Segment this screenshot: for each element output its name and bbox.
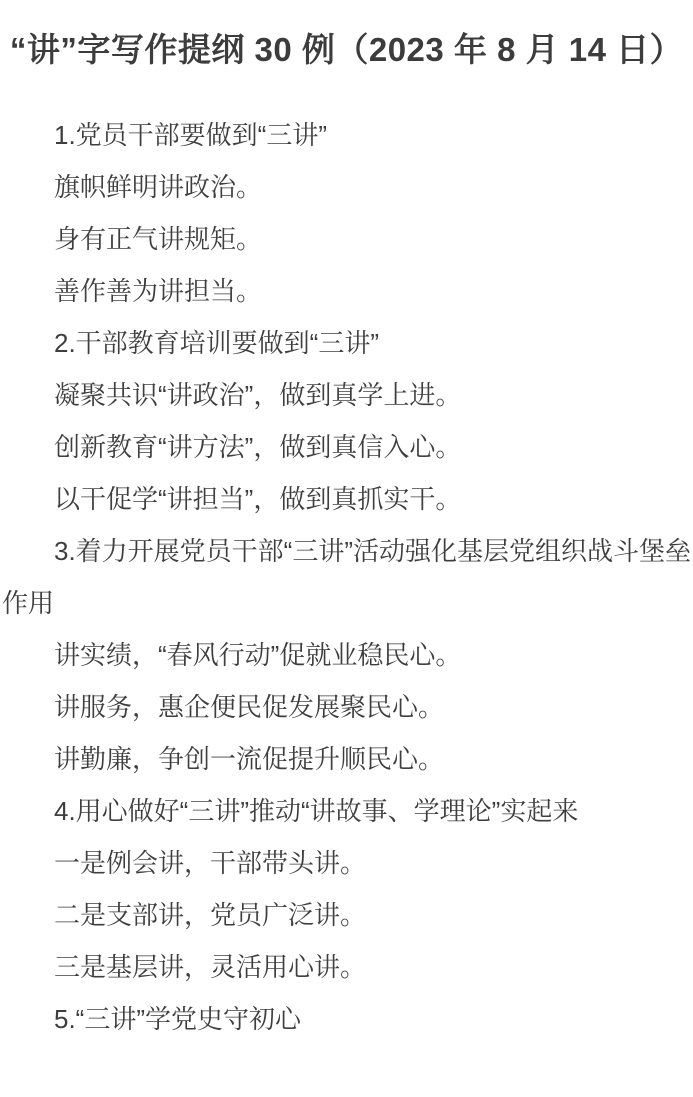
paragraph: 善作善为讲担当。	[54, 276, 263, 306]
paragraph: 一是例会讲，干部带头讲。	[54, 848, 367, 878]
paragraph: 2.干部教育培训要做到“三讲”	[54, 328, 380, 358]
paragraph: 讲实绩，“春风行动”促就业稳民心。	[54, 640, 462, 670]
paragraph: 1.党员干部要做到“三讲”	[54, 120, 328, 150]
paragraph: 讲勤廉，争创一流促提升顺民心。	[54, 744, 445, 774]
paragraph: 旗帜鲜明讲政治。	[54, 172, 263, 202]
paragraph: 5.“三讲”学党史守初心	[54, 1004, 302, 1034]
page-title: “讲”字写作提纲 30 例（2023 年 8 月 14 日）	[9, 31, 684, 68]
document-body	[2, 109, 691, 1045]
paragraph: 凝聚共识“讲政治”，做到真学上进。	[54, 380, 462, 410]
paragraph: 讲服务，惠企便民促发展聚民心。	[54, 692, 445, 722]
paragraph: 3.着力开展党员干部“三讲”活动强化基层党组织战斗堡垒作用	[2, 536, 692, 618]
paragraph: 4.用心做好“三讲”推动“讲故事、学理论”实起来	[54, 796, 579, 826]
paragraph: 以干促学“讲担当”，做到真抓实干。	[54, 484, 462, 514]
paragraph: 三是基层讲，灵活用心讲。	[54, 952, 367, 982]
paragraph: 创新教育“讲方法”，做到真信入心。	[54, 432, 462, 462]
paragraph: 身有正气讲规矩。	[54, 224, 263, 254]
paragraph: 二是支部讲，党员广泛讲。	[54, 900, 367, 930]
